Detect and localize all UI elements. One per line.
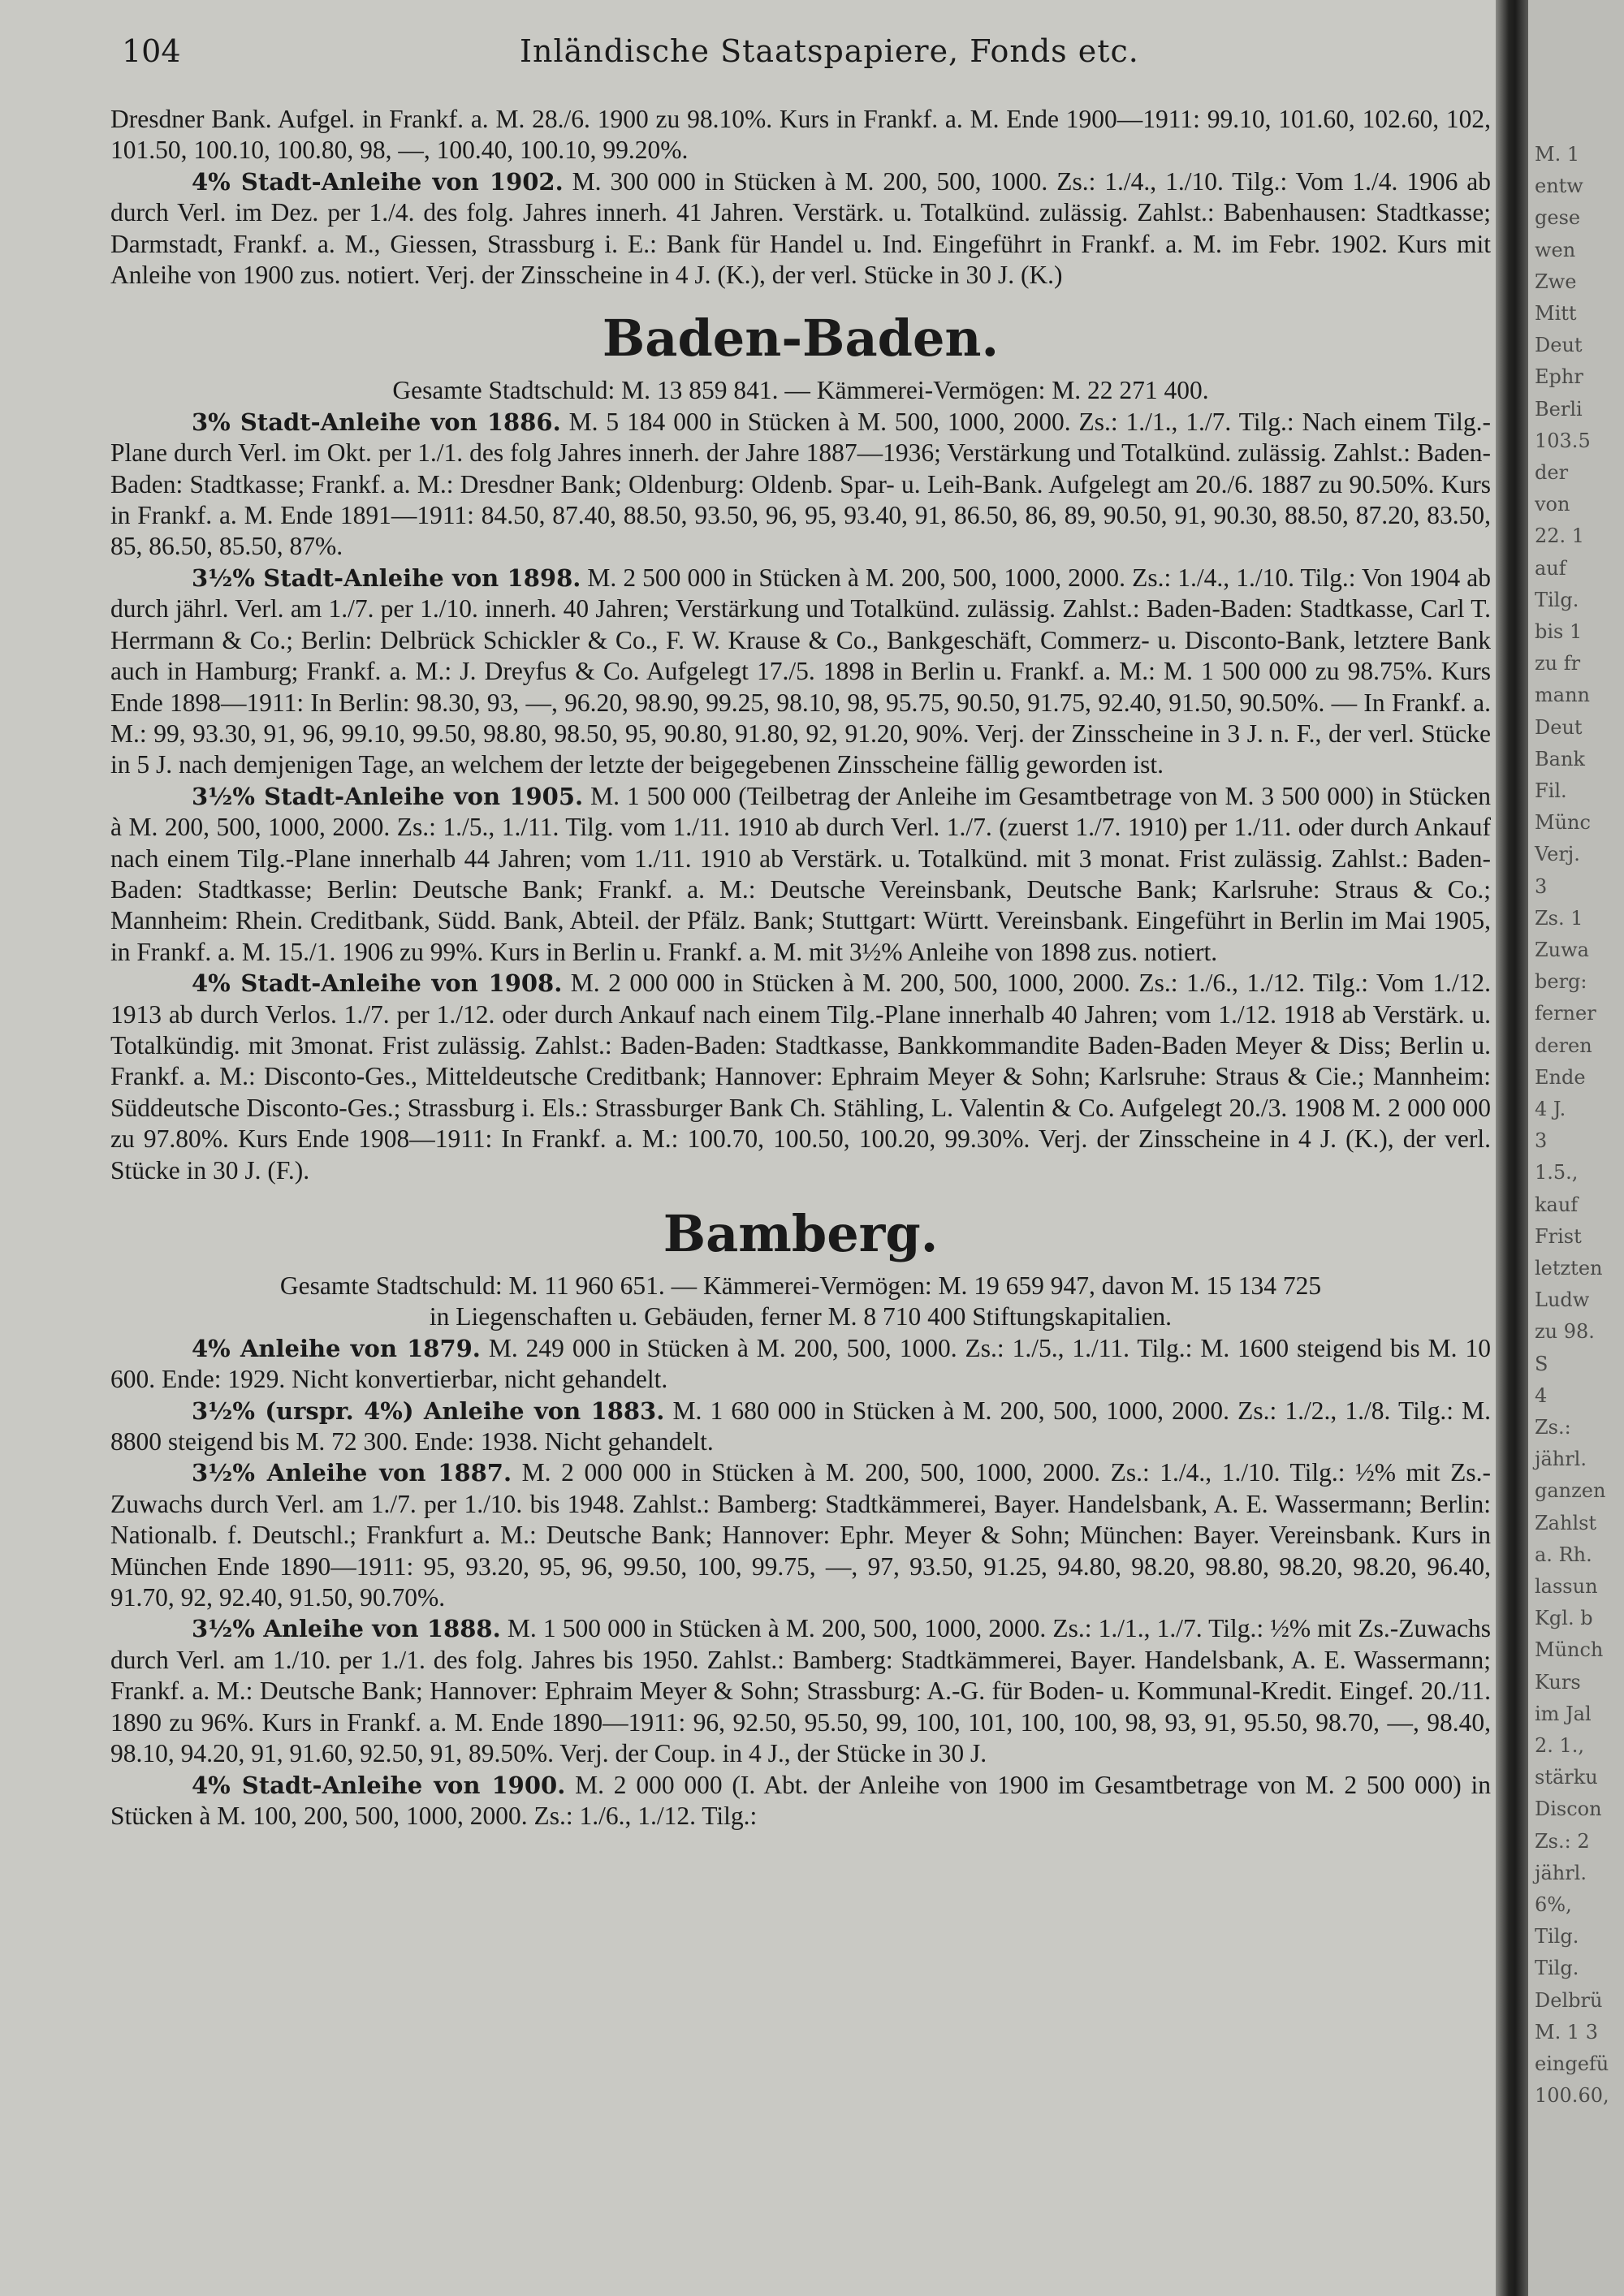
loan-heading: 4% Stadt-Anleihe von 1900. — [192, 1771, 566, 1799]
loan-heading: 3½% (urspr. 4%) Anleihe von 1883. — [192, 1396, 665, 1425]
loan-text: M. 300 000 in Stücken à M. 200, 500, 1000. Zs.: 1./4., 1./10. Tilg.: Vom 1./4. 1906 ab durch Verl. im Dez. per 1./4. des folg. Jahres innerh. 41 Jahren. Verstärk. u. Totalkünd. zulässig. Zahlst.: Babenhausen: Stadtkasse; Darmstadt, Frankf. a. M., Giessen, Strassburg i. E.: Bank für Handel u. Ind. Eingeführt in Frankf. a. M. im Febr. 1902. Kurs mit Anleihe von 1900 zus. notiert. Verj. der Zinsscheine in 4 J. (K.), der verl. Stücke in 30 J. (K.) — [110, 166, 1491, 290]
adjacent-page-fragment: berg: — [1535, 970, 1587, 994]
adjacent-page-fragment: 6%, — [1535, 1893, 1572, 1916]
adjacent-page-fragment: mann — [1535, 684, 1590, 707]
loan-heading: 3½% Stadt-Anleihe von 1905. — [192, 782, 584, 810]
page-body — [110, 104, 1491, 1832]
adjacent-page-fragment: gese — [1535, 206, 1581, 230]
loan-heading: 3½% Anleihe von 1888. — [192, 1615, 501, 1643]
loan-heading: 3% Stadt-Anleihe von 1886. — [192, 408, 561, 436]
loan-entry — [110, 781, 1491, 968]
adjacent-page-fragment: Verj. — [1535, 843, 1580, 866]
adjacent-page-fragment: deren — [1535, 1034, 1592, 1057]
loan-heading: 3½% Anleihe von 1887. — [192, 1459, 512, 1487]
adjacent-page-fragment: Ludw — [1535, 1288, 1590, 1312]
adjacent-page-fragment: 4 J. — [1535, 1098, 1566, 1120]
adjacent-page-fragment: zu 98. — [1535, 1320, 1595, 1344]
adjacent-page-fragment: jährl. — [1535, 1448, 1587, 1471]
adjacent-page-fragment: wen — [1535, 238, 1576, 261]
loan-entry — [110, 166, 1491, 291]
adjacent-page-fragment: lassun — [1535, 1575, 1598, 1598]
adjacent-page-fragment: Delbrü — [1535, 1988, 1603, 2012]
city-heading-baden-baden: Baden-Baden. — [602, 309, 1000, 369]
loan-text: M. 2 000 000 in Stücken à M. 200, 500, 1000, 2000. Zs.: 1./6., 1./12. Tilg.: Vom 1./12. 1913 ab durch Verlos. 1./7. per 1./12. oder durch Ankauf nach einem Tilg.-Plane innerhalb 40 Jahren; vom 1./12. 1918 ab Verstärk. u. Totalkündig. mit 3monat. Frist zulässig. Zahlst.: Baden-Baden: Stadtkasse, Bankkommandite Baden-Baden Meyer & Diss; Berlin u. Frankf. a. M.: Disconto-Ges., Mitteldeutsche Creditbank; Hannover: Ephraim Meyer & Sohn; Karlsruhe: Straus & Cie.; Mannheim: Süddeutsche Disconto-Ges.; Strassburg i. Els.: Strassburger Bank Ch. Stähling, L. Valentin & Co. Aufgelegt 20./3. 1908 M. 2 000 000 zu 97.80%. Kurs Ende 1908—1911: In Frankf. a. M.: 100.70, 100.50, 100.20, 99.30%. Verj. der Zinsscheine in 4 J. (K.), der verl. Stücke in 30 J. (F.). — [110, 969, 1491, 1185]
adjacent-page-fragment: Zwe — [1535, 270, 1577, 293]
city-summary: Gesamte Stadtschuld: M. 13 859 841. — Kämmerei-Vermögen: M. 22 271 400. — [392, 376, 1209, 405]
adjacent-page-fragment: Münc — [1535, 811, 1591, 835]
city-summary-line: in Liegenschaften u. Gebäuden, ferner M. 8 710 400 Stiftungskapitalien. — [429, 1302, 1173, 1331]
loan-entry — [110, 407, 1491, 563]
adjacent-page-fragment: 22. 1 — [1535, 524, 1585, 548]
loan-heading: 4% Stadt-Anleihe von 1902. — [192, 167, 564, 196]
adjacent-page-fragment: S — [1535, 1352, 1548, 1375]
adjacent-page-fragment: M. 1 — [1535, 143, 1580, 166]
adjacent-page-fragment: M. 1 3 — [1535, 2020, 1598, 2044]
adjacent-page-fragment: Zuwa — [1535, 939, 1589, 961]
adjacent-page-fragment: zu fr — [1535, 652, 1581, 675]
adjacent-page-fragment: Tilg. — [1535, 588, 1579, 611]
adjacent-page-fragment: Zs. 1 — [1535, 906, 1583, 930]
city-summary-line: Gesamte Stadtschuld: M. 11 960 651. — Kämmerei-Vermögen: M. 19 659 947, davon M. 15 134 725 — [279, 1271, 1322, 1300]
adjacent-page-fragment: Frist — [1535, 1224, 1582, 1248]
adjacent-page-fragment: 1.5., — [1535, 1161, 1579, 1185]
adjacent-page-fragment: Tilg. — [1535, 1925, 1579, 1949]
adjacent-page-edge — [1528, 0, 1624, 2296]
loan-text: M. 2 000 000 in Stücken à M. 200, 500, 1000, 2000. Zs.: 1./4., 1./10. Tilg.: ½% mit Zs.-Zuwachs durch Verl. am 1./7. per 1./10. bis 1948. Zahlst.: Bamberg: Stadtkämmerei, Bayer. Handelsbank, A. E. Wassermann; Berlin: Nationalb. f. Deutschl.; Frankfurt a. M.: Deutsche Bank; Hannover: Ephr. Meyer & Sohn; München: Bayer. Vereinsbank. Kurs in München Ende 1890—1911: 95, 93.20, 95, 96, 99.50, 100, 99.75, —, 97, 93.50, 91.25, 94.80, 98.20, 98.80, 98.20, 98.20, 96.40, 91.70, 92, 92.40, 91.50, 90.70%. — [110, 1458, 1492, 1612]
adjacent-page-fragment: a. Rh. — [1535, 1543, 1592, 1566]
adjacent-page-fragment: 2. 1., — [1535, 1734, 1585, 1757]
adjacent-page-fragment: stärku — [1535, 1766, 1598, 1789]
loan-entry — [110, 1457, 1491, 1613]
adjacent-page-fragment: Zahlst — [1535, 1511, 1597, 1534]
adjacent-page-fragment: 3 — [1535, 874, 1548, 898]
adjacent-page-fragment: 4 — [1535, 1383, 1548, 1407]
adjacent-page-fragment: 103.5 — [1535, 429, 1591, 452]
loan-entry — [110, 1770, 1491, 1832]
adjacent-page-fragment: Kgl. b — [1535, 1607, 1593, 1630]
adjacent-page-fragment: entw — [1535, 175, 1583, 198]
loan-heading: 3½% Stadt-Anleihe von 1898. — [192, 563, 581, 592]
adjacent-page-fragment: auf — [1535, 556, 1566, 580]
loan-text: M. 1 500 000 (Teilbetrag der Anleihe im Gesamtbetrage von M. 3 500 000) in Stücken à M. 200, 500, 1000, 2000. Zs.: 1./5., 1./11. Tilg. vom 1./11. 1910 ab durch Verl. 1./7. (zuerst 1./7. 1910) per 1./11. oder durch Ankauf nach einem Tilg.-Plane innerhalb 44 Jahren; vom 1./11. 1910 ab Verstärk. u. Totalkünd. mit 3 monat. Frist zulässig. Zahlst.: Baden-Baden: Stadtkasse; Berlin: Deutsche Bank; Frankf. a. M.: Deutsche Vereinsbank, Deutsche Bank; Karlsruhe: Straus & Co.; Mannheim: Rhein. Creditbank, Südd. Bank, Abteil. der Pfälz. Bank; Stuttgart: Württ. Vereinsbank. Eingeführt in Berlin im Mai 1905, in Frankf. a. M. 15./1. 1906 zu 99%. Kurs in Berlin u. Frankf. a. M. mit 3½% Anleihe von 1898 zus. notiert. — [110, 781, 1492, 966]
adjacent-page-fragment: Münch — [1535, 1638, 1604, 1662]
adjacent-page-fragment: ganzen — [1535, 1479, 1606, 1503]
loan-text: M. 2 500 000 in Stücken à M. 200, 500, 1000, 2000. Zs.: 1./4., 1./10. Tilg.: Von 1904 ab durch jährl. Verl. am 1./7. per 1./10. innerh. 40 Jahren; Verstärkung und Totalkünd. zulässig. Zahlst.: Baden-Baden: Stadtkasse, Carl T. Herrmann & Co.; Berlin: Delbrück Schickler & Co., F. W. Krause & Co., Bankgeschäft, Commerz- u. Disconto-Bank, letztere Bank auch in Hamburg; Frankf. a. M.: J. Dreyfus & Co. Aufgelegt 17./5. 1898 in Berlin u. Frankf. a. M.: M. 1 500 000 zu 98.75%. Kurs Ende 1898—1911: In Berlin: 98.30, 93, —, 96.20, 98.90, 99.25, 98.10, 98, 95.75, 90.50, 91.75, 92.40, 91.50, 90.50%. — In Frankf. a. M.: 99, 93.30, 91, 96, 99.10, 99.50, 98.80, 98.50, 95, 90.80, 91.80, 92, 91.20, 90%. Verj. der Zinsscheine in 3 J. n. F., der verl. Stücke in 5 J. nach demjenigen Tage, an welchem der letzte der beigegebenen Zinsscheine fällig geworden ist. — [110, 563, 1491, 779]
city-heading-bamberg: Bamberg. — [663, 1204, 939, 1263]
intro-paragraph: Dresdner Bank. Aufgel. in Frankf. a. M. 28./6. 1900 zu 98.10%. Kurs in Frankf. a. M. Ende 1900—1911: 99.10, 101.60, 102.60, 102, 101.50, 100.10, 100.80, 98, —, 100.40, 100.10, 99.20%. — [110, 105, 1491, 165]
adjacent-page-fragment: Zs.: — [1535, 1416, 1571, 1439]
loan-entry — [110, 1396, 1491, 1458]
loan-text: M. 249 000 in Stücken à M. 200, 500, 1000. Zs.: 1./5., 1./11. Tilg.: M. 1600 steigend bis M. 10 600. Ende: 1929. Nicht konvertierbar, nicht gehandelt. — [110, 1333, 1491, 1394]
adjacent-page-fragment: Kurs — [1535, 1670, 1581, 1694]
loan-entry — [110, 968, 1491, 1186]
book-gutter — [1496, 0, 1528, 2296]
adjacent-page-fragment: jährl. — [1535, 1861, 1587, 1884]
page-number: 104 — [122, 33, 181, 69]
adjacent-page-fragment: Deut — [1535, 334, 1583, 357]
adjacent-page-fragment: Mitt — [1535, 302, 1577, 325]
adjacent-page-fragment: eingefü — [1535, 2052, 1609, 2075]
adjacent-page-fragment: kauf — [1535, 1193, 1579, 1216]
adjacent-page-fragment: Discon — [1535, 1798, 1602, 1821]
adjacent-page-fragment: Tilg. — [1535, 1957, 1579, 1980]
adjacent-page-fragment: bis 1 — [1535, 620, 1583, 643]
adjacent-page-fragment: Ende — [1535, 1065, 1586, 1089]
loan-text: M. 1 680 000 in Stücken à M. 200, 500, 1000, 2000. Zs.: 1./2., 1./8. Tilg.: M. 8800 steigend bis M. 72 300. Ende: 1938. Nicht gehandelt. — [110, 1396, 1491, 1457]
page-header — [122, 31, 1486, 71]
adjacent-page-fragment: letzten — [1535, 1257, 1603, 1280]
adjacent-page-fragment: Bank — [1535, 747, 1585, 770]
loan-text: M. 2 000 000 (I. Abt. der Anleihe von 1900 im Gesamtbetrage von M. 2 500 000) in Stücken à M. 100, 200, 500, 1000, 2000. Zs.: 1./6., 1./12. Tilg.: — [110, 1770, 1491, 1830]
loan-entry — [110, 1613, 1491, 1769]
loan-heading: 4% Anleihe von 1879. — [192, 1334, 481, 1362]
adjacent-page-fragment: Berli — [1535, 397, 1583, 421]
adjacent-page-fragment: Deut — [1535, 715, 1583, 739]
adjacent-page-fragment: Fil. — [1535, 779, 1567, 802]
loan-heading: 4% Stadt-Anleihe von 1908. — [192, 969, 563, 998]
loan-entry — [110, 563, 1491, 781]
loan-text: M. 1 500 000 in Stücken à M. 200, 500, 1000, 2000. Zs.: 1./1., 1./7. Tilg.: ½% mit Zs.-Zuwachs durch Verl. am 1./10. per 1./1. des folg. Jahres bis 1950. Zahlst.: Bamberg: Stadtkämmerei, Bayer. Handelsbank, A. E. Wassermann; Frankf. a. M.: Deutsche Bank; Hannover: Ephraim Meyer & Sohn; Strassburg: A.-G. für Boden- u. Kommunal-Kredit. Eingef. 20./11. 1890 zu 96%. Kurs in Frankf. a. M. Ende 1890—1911: 96, 92.50, 95.50, 99, 100, 101, 100, 100, 98, 93, 91, 95.50, 98.70, —, 98.40, 98.10, 94.20, 91, 91.60, 92.50, 91, 89.50%. Verj. der Coup. in 4 J., der Stücke in 30 J. — [110, 1614, 1492, 1768]
adjacent-page-fragment: im Jal — [1535, 1702, 1592, 1725]
adjacent-page-fragment: Ephr — [1535, 365, 1583, 389]
adjacent-page-fragment: Zs.: 2 — [1535, 1829, 1590, 1853]
adjacent-page-fragment: ferner — [1535, 1002, 1596, 1025]
loan-entry — [110, 1333, 1491, 1396]
loan-text: M. 5 184 000 in Stücken à M. 500, 1000, 2000. Zs.: 1./1., 1./7. Tilg.: Nach einem Tilg.-Plane durch Verl. im Okt. per 1./1. des folg Jahres innerh. der Jahre 1887—1936; Verstärkung und Totalkünd. zulässig. Zahlst.: Baden-Baden: Stadtkasse; Frankf. a. M.: Dresdner Bank; Oldenburg: Oldenb. Spar- u. Leih-Bank. Aufgelegt am 20./6. 1887 zu 90.50%. Kurs in Frankf. a. M. Ende 1891—1911: 84.50, 87.40, 88.50, 93.50, 96, 95, 93.40, 91, 86.50, 86, 89, 90.50, 91, 90.30, 88.50, 87.20, 83.50, 85, 86.50, 85.50, 87%. — [110, 407, 1492, 561]
running-title: Inländische Staatspapiere, Fonds etc. — [520, 33, 1139, 69]
adjacent-page-fragment: 3 — [1535, 1129, 1548, 1153]
adjacent-page-fragment: 100.60, — [1535, 2084, 1609, 2108]
adjacent-page-fragment: von — [1535, 493, 1570, 516]
adjacent-page-fragment: der — [1535, 461, 1569, 484]
